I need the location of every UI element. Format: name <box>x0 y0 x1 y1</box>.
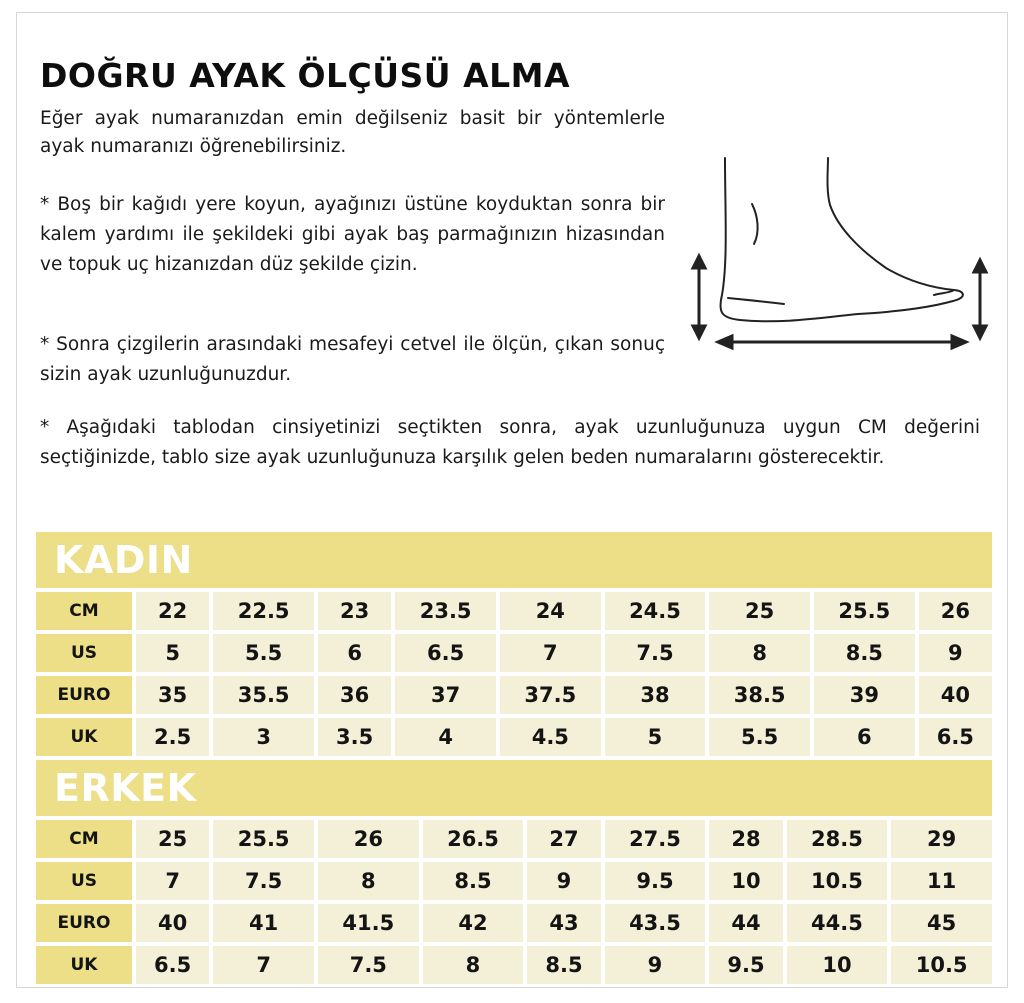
size-cell: 43.5 <box>605 904 706 942</box>
size-cell: 40 <box>919 676 992 714</box>
step-2-text: * Sonra çizgilerin arasındaki mesafeyi cetvel ile ölçün, çıkan sonuç sizin ayak uzunluğunuzdur. <box>40 334 665 385</box>
row-label: CM <box>36 592 132 630</box>
size-cell: 6 <box>318 634 391 672</box>
size-cell: 27.5 <box>605 820 706 858</box>
table-row <box>36 592 992 630</box>
size-cell: 8.5 <box>814 634 915 672</box>
foot-measure-illustration <box>688 150 994 360</box>
table-row <box>36 862 992 900</box>
size-cell: 43 <box>527 904 600 942</box>
page-title: DOĞRU AYAK ÖLÇÜSÜ ALMA <box>40 56 571 95</box>
size-cell: 45 <box>891 904 992 942</box>
size-cell: 22 <box>136 592 209 630</box>
size-cell: 28 <box>709 820 782 858</box>
women-size-table <box>32 588 996 760</box>
size-cell: 26.5 <box>423 820 524 858</box>
size-cell: 26 <box>318 820 419 858</box>
size-cell: 39 <box>814 676 915 714</box>
size-cell: 9.5 <box>605 862 706 900</box>
table-row <box>36 946 992 984</box>
men-section-header <box>36 760 992 816</box>
step-3-text: * Aşağıdaki tablodan cinsiyetinizi seçtikten sonra, ayak uzunluğunuza uygun CM değerini seçtiğinizde, tablo size ayak uzunluğunuza karşılık gelen beden numaralarını gösterecektir. <box>40 417 980 468</box>
size-cell: 37.5 <box>500 676 601 714</box>
size-cell: 40 <box>136 904 209 942</box>
size-cell: 24.5 <box>605 592 706 630</box>
size-cell: 7.5 <box>318 946 419 984</box>
size-cell: 26 <box>919 592 992 630</box>
size-cell: 41 <box>213 904 314 942</box>
size-cell: 7 <box>500 634 601 672</box>
size-cell: 9 <box>605 946 706 984</box>
size-cell: 4.5 <box>500 718 601 756</box>
size-cell: 42 <box>423 904 524 942</box>
size-cell: 37 <box>395 676 496 714</box>
men-size-section <box>36 760 992 988</box>
row-label: EURO <box>36 904 132 942</box>
size-cell: 7 <box>136 862 209 900</box>
size-cell: 9.5 <box>709 946 782 984</box>
size-cell: 35 <box>136 676 209 714</box>
size-cell: 10.5 <box>787 862 888 900</box>
size-cell: 36 <box>318 676 391 714</box>
men-section-title: ERKEK <box>54 766 197 810</box>
women-section-header <box>36 532 992 588</box>
size-cell: 3 <box>213 718 314 756</box>
size-cell: 7.5 <box>605 634 706 672</box>
size-cell: 4 <box>395 718 496 756</box>
size-cell: 6 <box>814 718 915 756</box>
table-row <box>36 718 992 756</box>
table-row <box>36 634 992 672</box>
row-label: UK <box>36 718 132 756</box>
size-cell: 8 <box>709 634 810 672</box>
table-row <box>36 676 992 714</box>
vertical-double-arrow-icon <box>693 256 705 338</box>
size-cell: 35.5 <box>213 676 314 714</box>
women-size-section <box>36 532 992 760</box>
size-cell: 25.5 <box>814 592 915 630</box>
size-cell: 28.5 <box>787 820 888 858</box>
size-cell: 22.5 <box>213 592 314 630</box>
row-label: EURO <box>36 676 132 714</box>
foot-outline-icon <box>720 158 962 321</box>
size-cell: 10.5 <box>891 946 992 984</box>
size-cell: 6.5 <box>136 946 209 984</box>
men-size-table <box>32 816 996 988</box>
row-label: US <box>36 862 132 900</box>
size-cell: 29 <box>891 820 992 858</box>
size-cell: 27 <box>527 820 600 858</box>
size-cell: 38.5 <box>709 676 810 714</box>
step-1-text: * Boş bir kağıdı yere koyun, ayağınızı üstüne koyduktan sonra bir kalem yardımı ile şekildeki gibi ayak baş parmağınızın hizasından ve topuk uç hizanızdan düz şekilde çizin. <box>40 194 665 275</box>
vertical-double-arrow-icon <box>974 260 986 338</box>
intro-text: Eğer ayak numaranızdan emin değilseniz basit bir yöntemlerle ayak numaranızı öğrenebilirsiniz. <box>40 108 665 157</box>
size-cell: 6.5 <box>919 718 992 756</box>
size-cell: 5 <box>136 634 209 672</box>
size-cell: 6.5 <box>395 634 496 672</box>
size-cell: 41.5 <box>318 904 419 942</box>
size-cell: 38 <box>605 676 706 714</box>
size-cell: 25.5 <box>213 820 314 858</box>
size-cell: 9 <box>919 634 992 672</box>
size-cell: 2.5 <box>136 718 209 756</box>
size-cell: 23.5 <box>395 592 496 630</box>
table-row <box>36 820 992 858</box>
women-section-title: KADIN <box>54 538 193 582</box>
row-label: UK <box>36 946 132 984</box>
size-cell: 8.5 <box>527 946 600 984</box>
size-cell: 5.5 <box>709 718 810 756</box>
size-cell: 11 <box>891 862 992 900</box>
size-cell: 25 <box>136 820 209 858</box>
size-cell: 9 <box>527 862 600 900</box>
size-cell: 44.5 <box>787 904 888 942</box>
size-cell: 44 <box>709 904 782 942</box>
size-cell: 10 <box>709 862 782 900</box>
size-cell: 7.5 <box>213 862 314 900</box>
size-cell: 7 <box>213 946 314 984</box>
size-cell: 8 <box>318 862 419 900</box>
horizontal-double-arrow-icon <box>718 336 966 348</box>
size-cell: 25 <box>709 592 810 630</box>
size-cell: 10 <box>787 946 888 984</box>
row-label: CM <box>36 820 132 858</box>
size-cell: 5 <box>605 718 706 756</box>
size-cell: 8.5 <box>423 862 524 900</box>
size-cell: 3.5 <box>318 718 391 756</box>
size-cell: 5.5 <box>213 634 314 672</box>
row-label: US <box>36 634 132 672</box>
size-cell: 23 <box>318 592 391 630</box>
size-cell: 24 <box>500 592 601 630</box>
size-cell: 8 <box>423 946 524 984</box>
table-row <box>36 904 992 942</box>
